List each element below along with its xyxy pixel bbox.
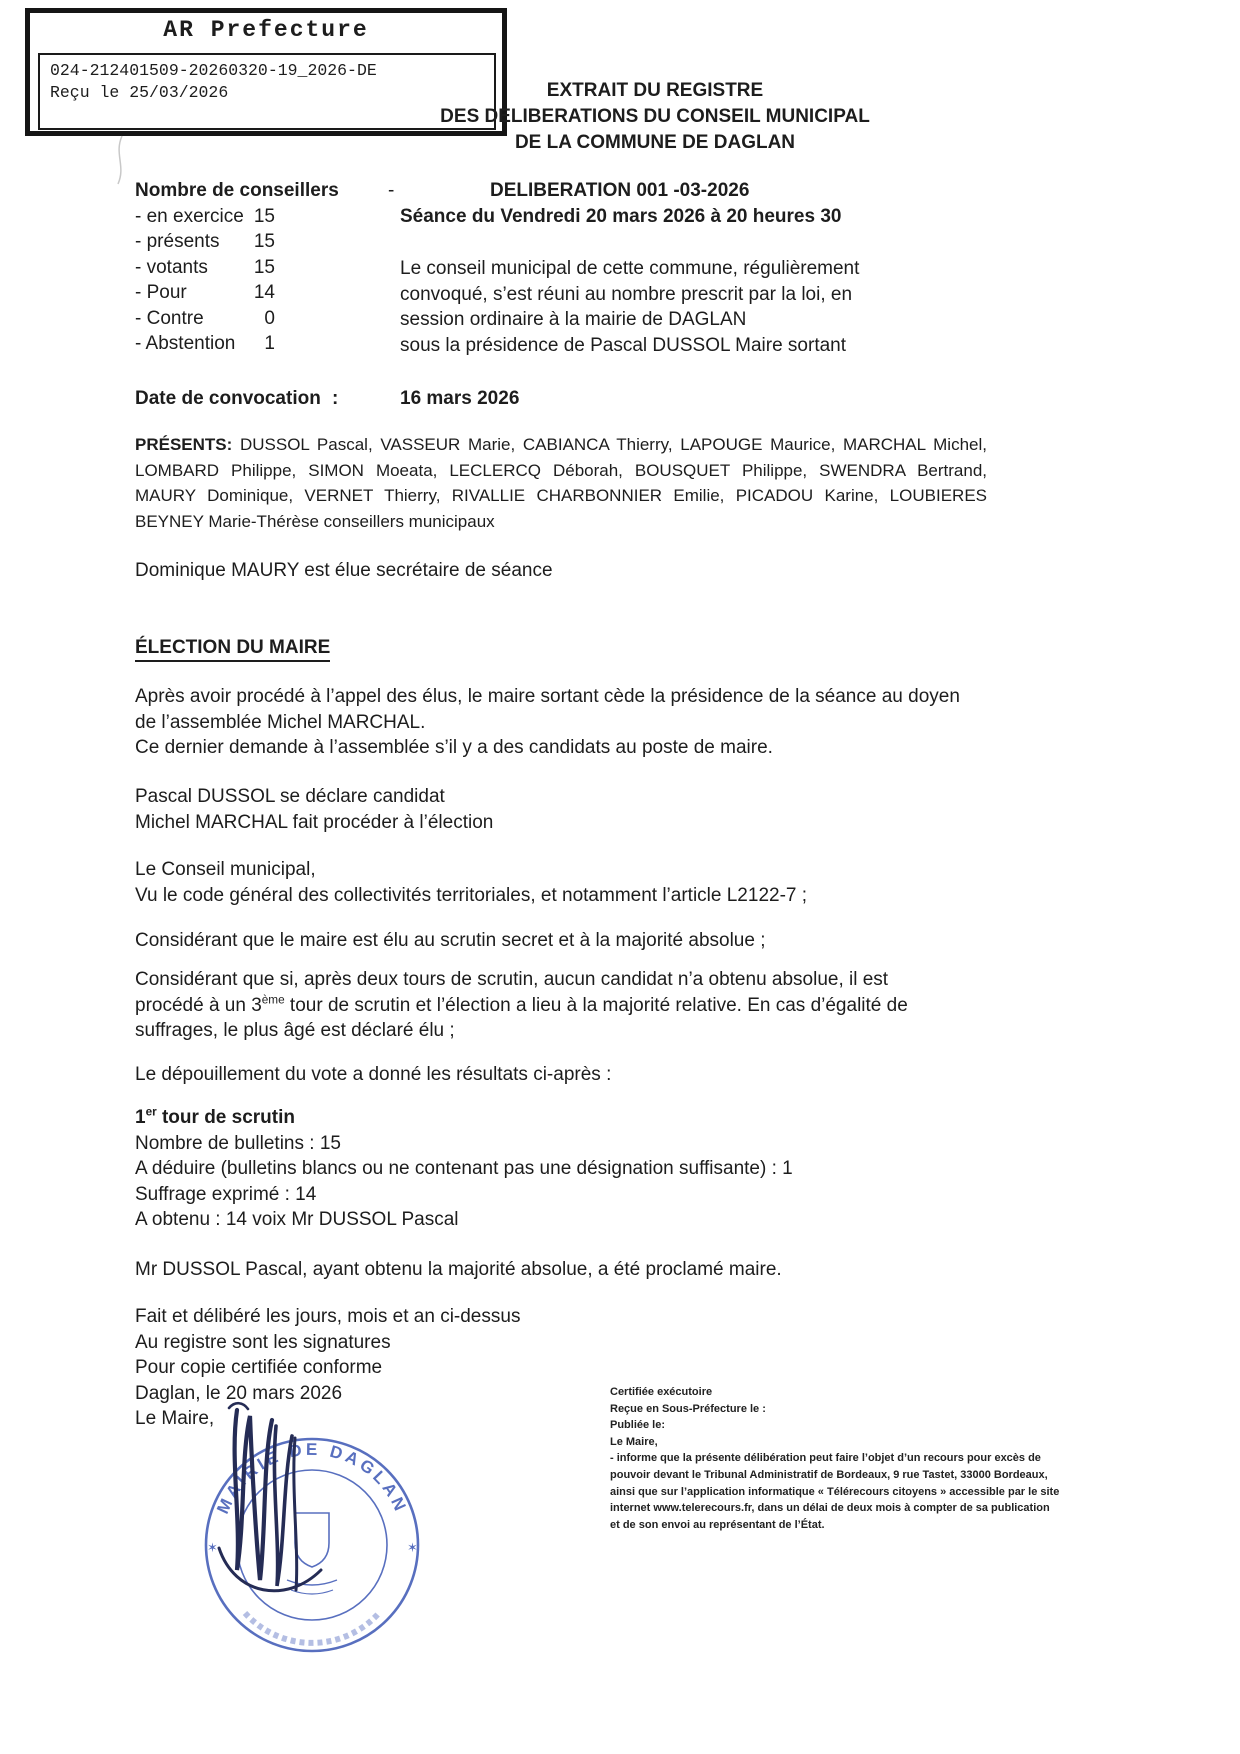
seance-line: Séance du Vendredi 20 mars 2026 à 20 heures 30 [400, 206, 842, 227]
signature-and-stamp-area [175, 1398, 475, 1738]
certification-line: et de son envoi au représentant de l’État. [610, 1518, 825, 1531]
paragraph-line: suffrages, le plus âgé est déclaré élu ; [135, 1020, 455, 1041]
paragraph-line: Après avoir procédé à l’appel des élus, le maire sortant cède la présidence de la séance au doyen [135, 686, 960, 707]
scrutin-line: Nombre de bulletins : 15 [135, 1132, 341, 1154]
counter-label: - présents [135, 231, 220, 252]
intro-line: Le conseil municipal de cette commune, régulièrement [400, 258, 860, 279]
presents-line-1: PRÉSENTS: DUSSOL Pascal, VASSEUR Marie, CABIANCA Thierry, LAPOUGE Maurice, MARCHAL Michel, [135, 435, 987, 454]
intro-line: session ordinaire à la mairie de DAGLAN [400, 309, 747, 330]
paragraph-line: Le Conseil municipal, [135, 859, 316, 880]
certification-line: Reçue en Sous-Préfecture le : [610, 1402, 766, 1415]
presents-paragraph [135, 432, 987, 534]
superscript-eme: ème [261, 993, 285, 1007]
convocation-colon: : [332, 388, 339, 409]
title-line-3: DE LA COMMUNE DE DAGLAN [514, 132, 796, 153]
document-title [365, 78, 945, 156]
closing-line: Daglan, le 20 mars 2026 [135, 1382, 343, 1404]
scrutin-line: Suffrage exprimé : 14 [135, 1183, 317, 1205]
counter-value: 15 [253, 231, 275, 252]
certification-line: Le Maire, [610, 1435, 658, 1448]
closing-line: Le Maire, [135, 1408, 215, 1429]
proclamation-line: Mr DUSSOL Pascal, ayant obtenu la majorité absolue, a été proclamé maire. [135, 1259, 782, 1280]
counter-row-en-exercice [135, 204, 339, 230]
scrutin-line: A obtenu : 14 voix Mr DUSSOL Pascal [135, 1209, 459, 1230]
signature-scribble [219, 1403, 321, 1591]
convocation-date: 16 mars 2026 [400, 388, 520, 409]
counter-value: 15 [253, 205, 275, 227]
paragraph-considerant-1: Considérant que le maire est élu au scrutin secret et à la majorité absolue ; [135, 930, 766, 951]
paragraph-line: Ce dernier demande à l’assemblée s’il y a des candidats au poste de maire. [135, 737, 773, 758]
deliberation-number: DELIBERATION 001 -03-2026 [490, 180, 750, 201]
stamp-bottom-text-marks [245, 1613, 379, 1643]
stamp-crest [295, 1513, 329, 1567]
counter-value: 14 [253, 282, 275, 303]
scrutin-line: A déduire (bulletins blancs ou ne contenant pas une désignation suffisante) : 1 [135, 1158, 793, 1179]
counter-row-pour [135, 280, 339, 306]
councillors-count-block [135, 178, 339, 357]
paragraph-depouillement: Le dépouillement du vote a donné les résultats ci-après : [135, 1064, 612, 1085]
convocation-label: Date de convocation [135, 388, 321, 409]
paragraph-vu-code [135, 857, 807, 908]
counter-value: 0 [264, 307, 275, 329]
ar-reference-number: 024-212401509-20260320-19_2026-DE [50, 61, 377, 80]
secretary-line: Dominique MAURY est élue secrétaire de séance [135, 560, 553, 581]
stamp-star-left: ✶ [207, 1540, 218, 1555]
title-line-1: EXTRAIT DU REGISTRE [546, 80, 764, 101]
paragraph-appel-des-elus [135, 684, 960, 761]
counter-row-presents [135, 229, 339, 255]
scrutin-title: 1er tour de scrutin [135, 1105, 295, 1128]
ar-prefecture-title: AR Prefecture [163, 17, 369, 43]
separator-dash: - [388, 180, 395, 201]
counter-label: - en exercice [135, 205, 244, 227]
counter-label: - votants [135, 256, 208, 278]
paragraph-line: Considérant que si, après deux tours de scrutin, aucun candidat n’a obtenu absolue, il est [135, 969, 889, 990]
counter-label: - Contre [135, 307, 204, 329]
presents-label: PRÉSENTS: [135, 435, 233, 454]
deliberation-intro [400, 256, 859, 358]
paragraph-line: procédé à un 3ème tour de scrutin et l’élection a lieu à la majorité relative. En cas d’égalité de [135, 993, 908, 1016]
paragraph-line: Michel MARCHAL fait procéder à l’élection [135, 811, 494, 833]
presents-line-4: BEYNEY Marie-Thérèse conseillers municipaux [135, 511, 495, 531]
paragraph-line: de l’assemblée Michel MARCHAL. [135, 711, 426, 733]
stamp-star-right: ✶ [407, 1540, 418, 1555]
counter-row-votants [135, 255, 339, 281]
scrutin-block [135, 1105, 793, 1233]
closing-line: Fait et délibéré les jours, mois et an ci-dessus [135, 1306, 521, 1327]
stamp-arc-text: MAIRIE DE DAGLAN [213, 1439, 411, 1517]
certification-block [610, 1384, 1090, 1533]
certification-line: internet www.telerecours.fr, dans un délai de deux mois à compter de sa publication [610, 1502, 1050, 1515]
title-line-2: DES DELIBERATIONS DU CONSEIL MUNICIPAL [440, 106, 870, 127]
paragraph-line: Pascal DUSSOL se déclare candidat [135, 786, 445, 807]
ar-received-date: Reçu le 25/03/2026 [50, 83, 229, 102]
counter-label: - Pour [135, 282, 187, 303]
certification-line: Certifiée exécutoire [610, 1386, 713, 1398]
closing-line: Pour copie certifiée conforme [135, 1357, 383, 1378]
certification-line: Publiée le: [610, 1419, 666, 1432]
counter-label: - Abstention [135, 333, 236, 354]
counter-value: 1 [264, 333, 275, 354]
paragraph-candidat [135, 784, 493, 835]
certification-line: - informe que la présente délibération peut faire l’objet d’un recours pour excès de [610, 1452, 1041, 1465]
presents-line-3: MAURY Dominique, VERNET Thierry, RIVALLIE CHARBONNIER Emilie, PICADOU Karine, LOUBIERES [135, 486, 987, 505]
certification-line: ainsi que sur l’application informatique « Télérecours citoyens » accessible par le site [610, 1485, 1060, 1498]
superscript-er: er [145, 1105, 157, 1119]
counter-value: 15 [253, 256, 275, 278]
closing-line: Au registre sont les signatures [135, 1331, 391, 1353]
intro-line: convoqué, s’est réuni au nombre prescrit par la loi, en [400, 283, 853, 305]
intro-line: sous la présidence de Pascal DUSSOL Maire sortant [400, 334, 847, 356]
counter-row-abstention [135, 331, 339, 357]
section-heading-election-du-maire: ÉLECTION DU MAIRE [135, 637, 330, 659]
paragraph-considerant-2 [135, 967, 908, 1044]
presents-line-2: LOMBARD Philippe, SIMON Moeata, LECLERCQ Déborah, BOUSQUET Philippe, SWENDRA Bertrand, [135, 460, 987, 480]
paragraph-line: Vu le code général des collectivités territoriales, et notamment l’article L2122-7 ; [135, 884, 808, 906]
certification-line: pouvoir devant le Tribunal Administratif de Bordeaux, 9 rue Tastet, 33000 Bordeaux, [610, 1468, 1048, 1481]
councillors-heading: Nombre de conseillers [135, 180, 339, 201]
counter-row-contre [135, 306, 339, 332]
